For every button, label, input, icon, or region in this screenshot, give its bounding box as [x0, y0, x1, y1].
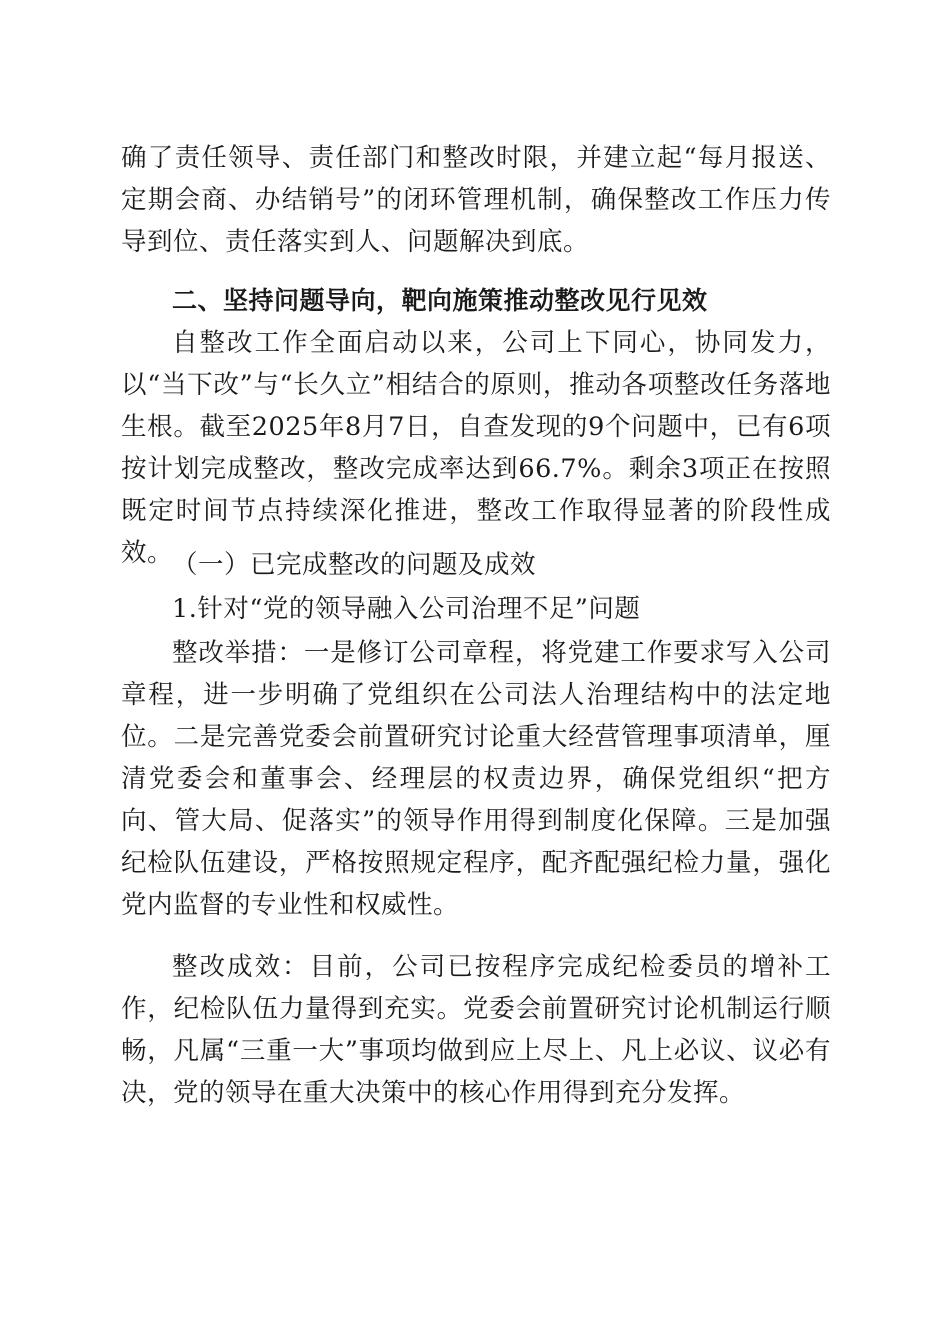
item-heading-block: [121, 588, 831, 630]
section-heading-2: 二、坚持问题导向，靶向施策推动整改见行见效: [172, 286, 708, 315]
paragraph-measures-block: [121, 632, 831, 926]
paragraph-progress: 自整改工作全面启动以来，公司上下同心，协同发力，以“当下改”与“长久立”相结合的原则，推动各项整改任务落地生根。截至2025年8月7日，自查发现的9个问题中，已有6项按计划完成整改，整改完成率达到66.7%。剩余3项正在按照既定时间节点持续深化推进，整改工作取得显著的阶段性成效。: [121, 328, 831, 568]
paragraph-continuation: [121, 137, 831, 263]
paragraph-responsibility: 确了责任领导、责任部门和整改时限，并建立起“每月报送、定期会商、办结销号”的闭环管理机制，确保整改工作压力传导到位、责任落实到人、问题解决到底。: [121, 143, 831, 257]
paragraph-measures: 整改举措：一是修订公司章程，将党建工作要求写入公司章程，进一步明确了党组织在公司法人治理结构中的法定地位。二是完善党委会前置研究讨论重大经营管理事项清单，厘清党委会和董事会、经理层的权责边界，确保党组织“把方向、管大局、促落实”的领导作用得到制度化保障。三是加强纪检队伍建设，严格按照规定程序，配齐配强纪检力量，强化党内监督的专业性和权威性。: [121, 638, 831, 920]
section-heading-block: [121, 280, 831, 322]
paragraph-results-block: [121, 946, 831, 1114]
subsection-heading-block: [121, 544, 831, 586]
paragraph-results: 整改成效：目前，公司已按程序完成纪检委员的增补工作，纪检队伍力量得到充实。党委会前置研究讨论机制运行顺畅，凡属“三重一大”事项均做到应上尽上、凡上必议、议必有决，党的领导在重大决策中的核心作用得到充分发挥。: [121, 952, 831, 1108]
subsection-heading-completed: （一）已完成整改的问题及成效: [172, 550, 537, 580]
item-heading-1: 1.针对“党的领导融入公司治理不足”问题: [172, 594, 641, 624]
paragraph-progress-block: [121, 322, 831, 574]
